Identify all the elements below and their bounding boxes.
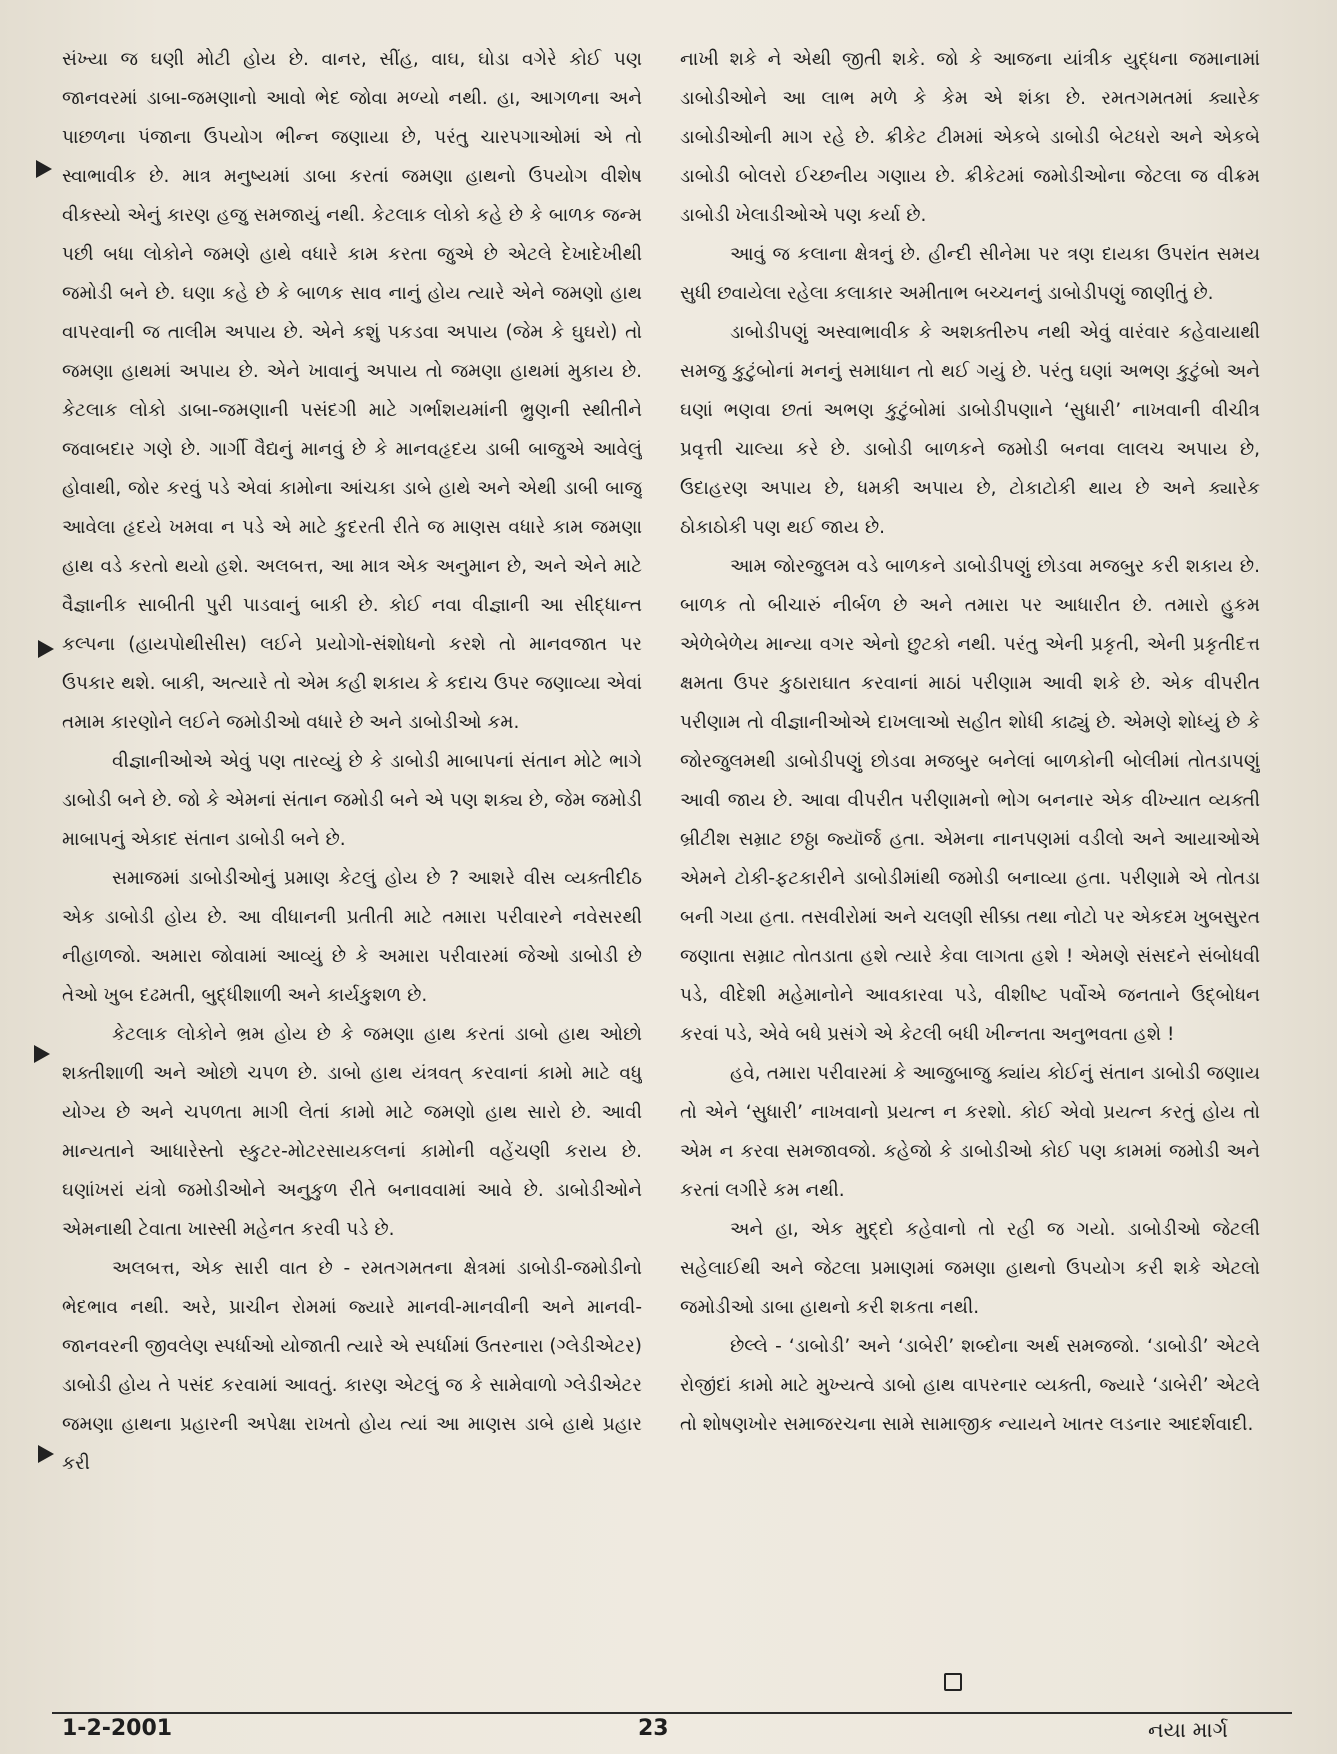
paragraph: સંખ્યા જ ઘણી મોટી હોય છે. વાનર, સીંહ, વાઘ, ઘોડા વગેરે કોઈ પણ જાનવરમાં ડાબા-જમણાનો આવો ભેદ જોવા મળ્યો નથી. હા, આગળના અને પાછળના પંજાના ઉપયોગ ભીન્ન જણાયા છે, પરંતુ ચારપગાઓમાં એ તો સ્વાભાવીક છે. માત્ર મનુષ્યમાં ડાબા કરતાં જમણા હાથનો ઉપયોગ વીશેષ વીકસ્યો એનું કારણ હજુ સમજાયું નથી. કેટલાક લોકો કહે છે કે બાળક જન્મ પછી બધા લોકોને જમણે હાથે વધારે કામ કરતા જુએ છે એટલે દેખાદેખીથી જમોડી બને છે. ઘણા કહે છે કે બાળક સાવ નાનું હોય ત્યારે એને જમણો હાથ વાપરવાની જ તાલીમ અપાય છે. એને કશું પકડવા અપાય (જેમ કે ઘુઘરો) તો જમણા હાથમાં અપાય છે. એને ખાવાનું અપાય તો જમણા હાથમાં મુકાય છે. કેટલાક લોકો ડાબા-જમણાની પસંદગી માટે ગર્ભાશયમાંની ભ્રુણની સ્થીતીને જવાબદાર ગણે છે. ગાર્ગી વૈદ્યનું માનવું છે કે માનવહૃદય ડાબી બાજુએ આવેલું હોવાથી, જોર કરવું પડે એવાં કામોના આંચકા ડાબે હાથે અને એથી ડાબી બાજુ આવેલા હૃદયે ખમવા ન પડે એ માટે કુદરતી રીતે જ માણસ વધારે કામ જમણા હાથ વડે કરતો થયો હશે. અલબત્ત, આ માત્ર એક અનુમાન છે, અને એને માટે વૈજ્ઞાનીક સાબીતી પુરી પાડવાનું બાકી છે. કોઈ નવા વીજ્ઞાની આ સીદ્ધાન્ત કલ્પના (હાયપોથીસીસ) લઈને પ્રયોગો-સંશોધનો કરશે તો માનવજાત પર ઉપકાર થશે. બાકી, અત્યારે તો એમ કહી શકાય કે કદાચ ઉપર જણાવ્યા એવાં તમામ કારણોને લઈને જમોડીઓ વધારે છે અને ડાબોડીઓ કમ.	[62, 49, 642, 733]
paragraph: અને હા, એક મુદ્દો કહેવાનો તો રહી જ ગયો. ડાબોડીઓ જેટલી સહેલાઈથી અને જેટલા પ્રમાણમાં જમણા હાથનો ઉપયોગ કરી શકે એટલો જમોડીઓ ડાબા હાથનો કરી શકતા નથી.	[680, 1219, 1260, 1318]
margin-arrow-icon	[38, 640, 54, 658]
paragraph: આમ જોરજુલમ વડે બાળકને ડાબોડીપણું છોડવા મજબુર કરી શકાય છે. બાળક તો બીચારું નીર્બળ છે અને તમારા પર આધારીત છે. તમારો હુકમ એળેબેળેય માન્યા વગર એનો છુટકો નથી. પરંતુ એની પ્રકૃતી, એની પ્રકૃતીદત્ત ક્ષમતા ઉપર કુઠારાઘાત કરવાનાં માઠાં પરીણામ આવી શકે છે. એક વીપરીત પરીણામ તો વીજ્ઞાનીઓએ દાખલાઓ સહીત શોધી કાઢ્યું છે. એમણે શોધ્યું છે કે જોરજુલમથી ડાબોડીપણું છોડવા મજબુર બનેલાં બાળકોની બોલીમાં તોતડાપણું આવી જાય છે. આવા વીપરીત પરીણામનો ભોગ બનનાર એક વીખ્યાત વ્યક્તી બ્રીટીશ સમ્રાટ છઠ્ઠા જ્યૉર્જ હતા. એમના નાનપણમાં વડીલો અને આયાઓએ એમને ટોકી-ફટકારીને ડાબોડીમાંથી જમોડી બનાવ્યા હતા. પરીણામે એ તોતડા બની ગયા હતા. તસવીરોમાં અને ચલણી સીક્કા તથા નોટો પર એકદમ ખુબસુરત જણાતા સમ્રાટ તોતડાતા હશે ત્યારે કેવા લાગતા હશે ! એમણે સંસદને સંબોધવી પડે, વીદેશી મહેમાનોને આવકારવા પડે, વીશીષ્ટ પર્વોએ જનતાને ઉદ્બોધન કરવાં પડે, એવે બધે પ્રસંગે એ કેટલી બધી ખીન્નતા અનુભવતા હશે !	[680, 556, 1260, 1045]
margin-arrow-icon	[36, 160, 52, 178]
paragraph: અલબત્ત, એક સારી વાત છે - રમતગમતના ક્ષેત્રમાં ડાબોડી-જમોડીનો ભેદભાવ નથી. અરે, પ્રાચીન રોમમાં જ્યારે માનવી-માનવીની અને માનવી-જાનવરની જીવલેણ સ્પર્ધાઓ યોજાતી ત્યારે એ સ્પર્ધામાં ઉતરનારા (ગ્લેડીએટર) ડાબોડી હોય તે પસંદ કરવામાં આવતું. કારણ એટલું જ કે સામેવાળો ગ્લેડીએટર જમણા હાથના પ્રહારની અપેક્ષા રાખતો હોય ત્યાં આ માણસ ડાબે હાથે પ્રહાર કરી	[62, 1258, 642, 1474]
paragraph: કેટલાક લોકોને ભ્રમ હોય છે કે જમણા હાથ કરતાં ડાબો હાથ ઓછો શક્તીશાળી અને ઓછો ચપળ છે. ડાબો હાથ યંત્રવત્ કરવાનાં કામો માટે વધુ યોગ્ય છે અને ચપળતા માગી લેતાં કામો માટે જમણો હાથ સારો છે. આવી માન્યતાને આધારેસ્તો સ્કુટર-મોટરસાયકલનાં કામોની વહેંચણી કરાય છે. ઘણાંખરાં યંત્રો જમોડીઓને અનુકુળ રીતે બનાવવામાં આવે છે. ડાબોડીઓને એમનાથી ટેવાતા ખાસ્સી મહેનત કરવી પડે છે.	[62, 1024, 642, 1240]
margin-arrow-icon	[38, 1445, 54, 1463]
paragraph: નાખી શકે ને એથી જીતી શકે. જો કે આજના યાંત્રીક યુદ્ધના જમાનામાં ડાબોડીઓને આ લાભ મળે કે કેમ એ શંકા છે. રમતગમતમાં ક્યારેક ડાબોડીઓની માગ રહે છે. ક્રીકેટ ટીમમાં એકબે ડાબોડી બેટધરો અને એકબે ડાબોડી બોલરો ઈચ્છનીય ગણાય છે. ક્રીકેટમાં જમોડીઓના જેટલા જ વીક્રમ ડાબોડી ખેલાડીઓએ પણ કર્યા છે.	[680, 49, 1260, 226]
paragraph: હવે, તમારા પરીવારમાં કે આજુબાજુ ક્યાંય કોઈનું સંતાન ડાબોડી જણાય તો એને ‘સુધારી’ નાખવાનો પ્રયત્ન ન કરશો. કોઈ એવો પ્રયત્ન કરતું હોય તો એમ ન કરવા સમજાવજો. કહેજો કે ડાબોડીઓ કોઈ પણ કામમાં જમોડી અને કરતાં લગીરે કમ નથી.	[680, 1063, 1260, 1201]
magazine-name: નયા માર્ગ	[1148, 1718, 1228, 1742]
issue-date: 1-2-2001	[62, 1716, 173, 1741]
footer-rule	[52, 1712, 1292, 1714]
paragraph: છેલ્લે - ‘ડાબોડી’ અને ‘ડાબેરી’ શબ્દોના અર્થ સમજજો. ‘ડાબોડી’ એટલે રોજીંદાં કામો માટે મુખ્યત્વે ડાબો હાથ વાપરનાર વ્યક્તી, જ્યારે ‘ડાબેરી’ એટલે તો શોષણખોર સમાજરચના સામે સામાજીક ન્યાયને ખાતર લડનાર આદર્શવાદી.	[680, 1336, 1260, 1435]
paragraph: આવું જ કલાના ક્ષેત્રનું છે. હીન્દી સીનેમા પર ત્રણ દાયકા ઉપરાંત સમય સુધી છવાયેલા રહેલા કલાકાર અમીતાભ બચ્ચનનું ડાબોડીપણું જાણીતું છે.	[680, 244, 1260, 304]
margin-arrow-icon	[34, 1045, 50, 1063]
paragraph: સમાજમાં ડાબોડીઓનું પ્રમાણ કેટલું હોય છે ? આશરે વીસ વ્યક્તીદીઠ એક ડાબોડી હોય છે. આ વીધાનની પ્રતીતી માટે તમારા પરીવારને નવેસરથી નીહાળજો. અમારા જોવામાં આવ્યું છે કે અમારા પરીવારમાં જેઓ ડાબોડી છે તેઓ ખુબ દઢમતી, બુદ્ધીશાળી અને કાર્યકુશળ છે.	[62, 868, 642, 1006]
end-of-article-square-icon	[944, 1673, 962, 1691]
page-number: 23	[638, 1716, 669, 1741]
paragraph: ડાબોડીપણું અસ્વાભાવીક કે અશક્તીરુપ નથી એવું વારંવાર કહેવાયાથી સમજુ કુટુંબોનાં મનનું સમાધાન તો થઈ ગયું છે. પરંતુ ઘણાં અભણ કુટુંબો અને ઘણાં ભણવા છતાં અભણ કુટુંબોમાં ડાબોડીપણાને ‘સુધારી’ નાખવાની વીચીત્ર પ્રવૃત્તી ચાલ્યા કરે છે. ડાબોડી બાળકને જમોડી બનવા લાલચ અપાય છે, ઉદાહરણ અપાય છે, ધમકી અપાય છે, ટોકાટોકી થાય છે અને ક્યારેક ઠોકાઠોકી પણ થઈ જાય છે.	[680, 322, 1260, 538]
right-column	[680, 40, 1260, 1670]
left-column	[62, 40, 642, 1670]
paragraph: વીજ્ઞાનીઓએ એવું પણ તારવ્યું છે કે ડાબોડી માબાપનાં સંતાન મોટે ભાગે ડાબોડી બને છે. જો કે એમનાં સંતાન જમોડી બને એ પણ શક્ય છે, જેમ જમોડી માબાપનું એકાદ સંતાન ડાબોડી બને છે.	[62, 751, 642, 850]
